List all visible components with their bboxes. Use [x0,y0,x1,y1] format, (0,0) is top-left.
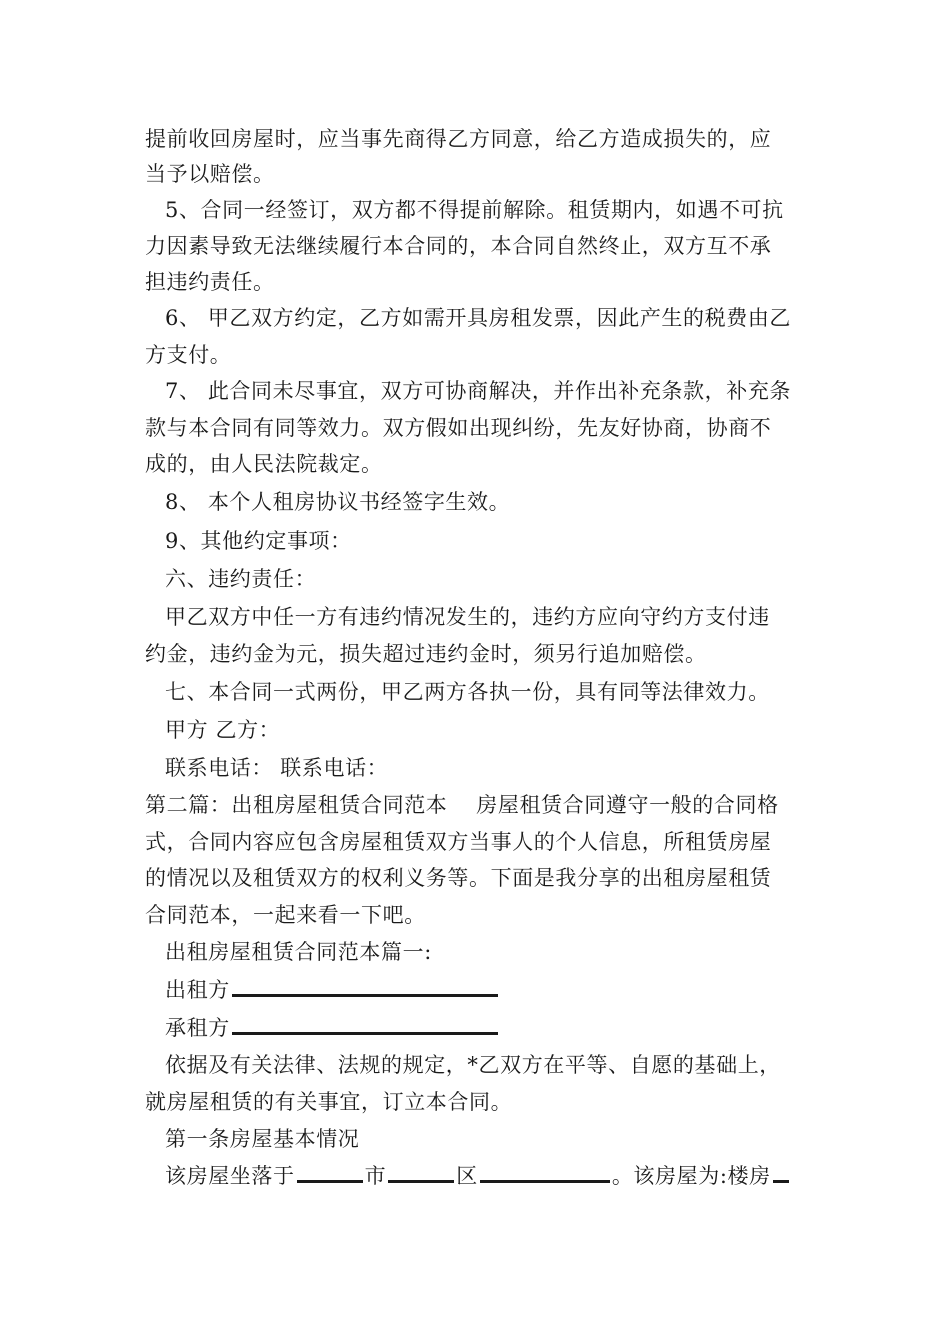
paragraph-line: 担违约责任。 [145,270,275,294]
address-blank [480,1164,610,1183]
clause-5-line: 5、合同一经签订，双方都不得提前解除。租赁期内，如遇不可抗 [165,198,784,222]
signature-parties: 甲方 乙方： [165,718,281,742]
paragraph-line: 力因素导致无法继续履行本合同的，本合同自然终止，双方互不承 [145,234,772,258]
lessee-blank [232,1016,498,1035]
paragraph-line: 的情况以及租赁双方的权利义务等。下面是我分享的出租房屋租赁 [145,866,772,890]
city-blank [297,1164,363,1183]
paragraph-line: 就房屋租赁的有关事宜，订立本合同。 [145,1090,513,1114]
clause-7-line: 7、 此合同未尽事宜，双方可协商解决，并作出补充条款，补充条 [165,379,792,403]
section-heading-copies: 七、本合同一式两份，甲乙两方各执一份，具有同等法律效力。 [165,680,770,704]
article-1-heading: 第一条房屋基本情况 [165,1127,360,1151]
property-type-label: 。该房屋为:楼房 [611,1164,771,1188]
lessor-label: 出租方 [165,978,230,1002]
clause-8-line: 8、 本个人租房协议书经签字生效。 [165,490,511,514]
paragraph-line: 依据及有关法律、法规的规定，*乙双方在平等、自愿的基础上， [165,1053,781,1077]
section-heading-breach: 六、违约责任： [165,567,317,591]
sample-heading: 出租房屋租赁合同范本篇一: [165,940,432,964]
clause-6-line: 6、 甲乙双方约定，乙方如需开具房租发票，因此产生的税费由乙 [165,306,792,330]
city-label: 市 [364,1164,387,1188]
district-label: 区 [456,1164,478,1188]
contact-phones: 联系电话： 联系电话： [165,756,389,780]
lessor-field [165,975,500,1005]
lessee-label: 承租方 [165,1016,230,1040]
paragraph-line: 成的，由人民法院裁定。 [145,452,383,476]
paragraph-line: 方支付。 [145,343,232,367]
chapter-title-line: 第二篇：出租房屋租赁合同范本 房屋租赁合同遵守一般的合同格 [145,793,779,817]
paragraph-line: 款与本合同有同等效力。双方假如出现纠纷，先友好协商，协商不 [145,416,772,440]
paragraph-line: 当予以赔偿。 [145,162,275,186]
lessor-blank [232,978,498,997]
building-type-blank [773,1164,789,1183]
lessee-field [165,1013,500,1043]
paragraph-line: 合同范本，一起来看一下吧。 [145,903,426,927]
clause-9-line: 9、其他约定事项： [165,529,352,553]
location-label: 该房屋坐落于 [165,1164,295,1188]
district-blank [388,1164,454,1183]
paragraph-line: 提前收回房屋时，应当事先商得乙方同意，给乙方造成损失的，应 [145,127,772,151]
paragraph-line: 约金，违约金为元，损失超过违约金时，须另行追加赔偿。 [145,642,707,666]
paragraph-line: 式，合同内容应包含房屋租赁双方当事人的个人信息，所租赁房屋 [145,830,772,854]
paragraph-line: 甲乙双方中任一方有违约情况发生的，违约方应向守约方支付违 [165,605,770,629]
property-location-line [165,1161,791,1191]
